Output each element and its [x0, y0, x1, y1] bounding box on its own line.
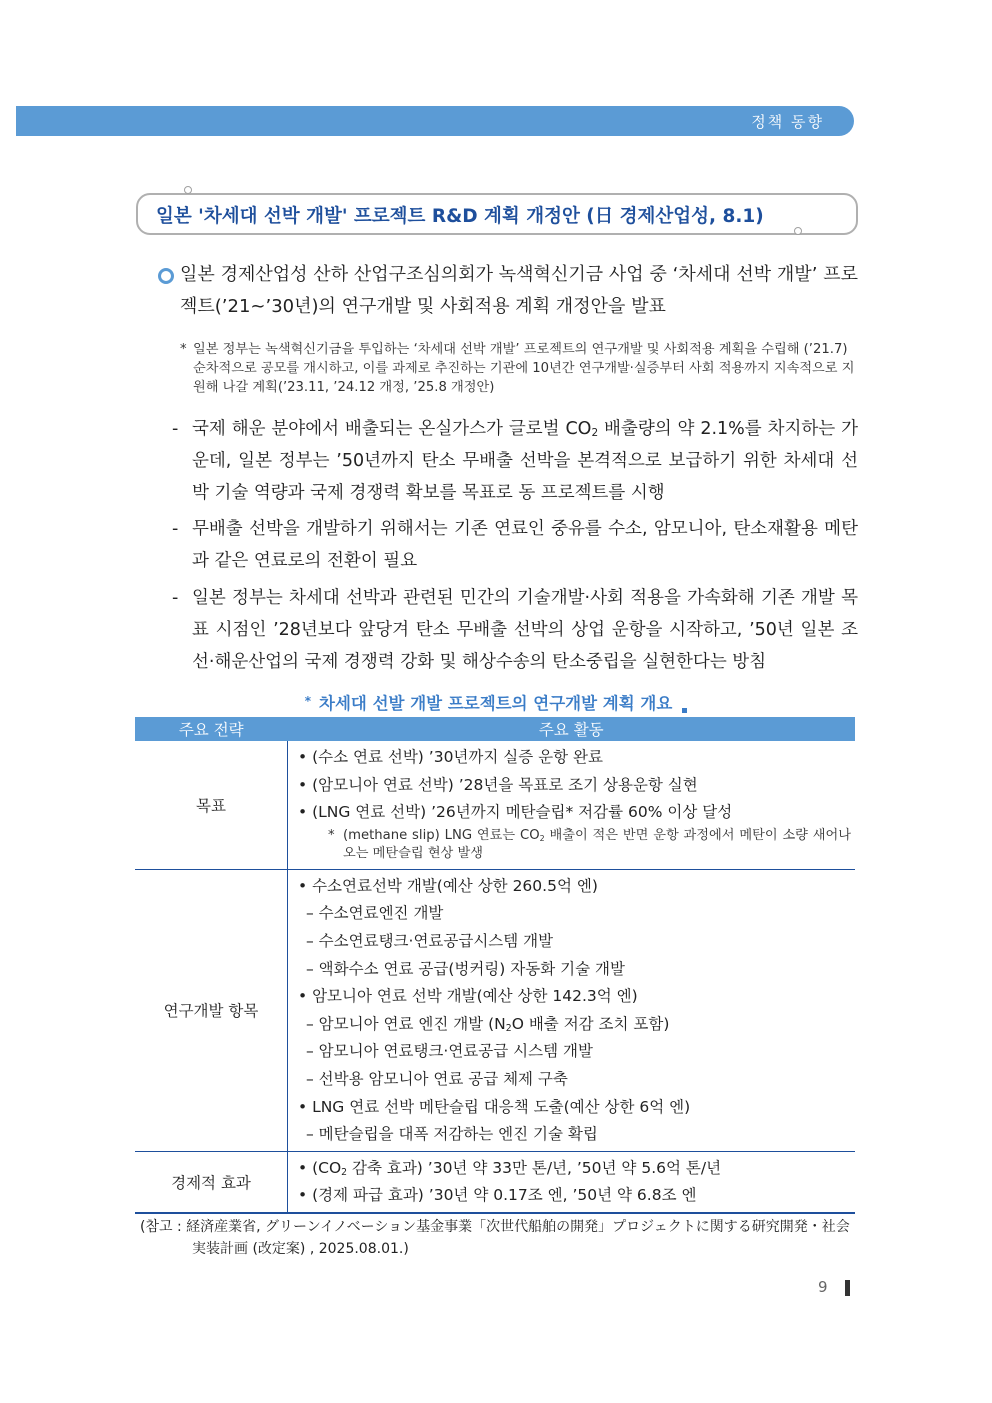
rnd-line: • LNG 연료 선박 메탄슬립 대응책 도출(예산 상한 6억 엔)	[298, 1097, 691, 1116]
source-reference	[140, 1216, 858, 1260]
econ-cell	[288, 1151, 856, 1213]
bullet-text-2: 무배출 선박을 개발하기 위해서는 기존 연료인 중유를 수소, 암모니아, 탄소재활용 메탄과 같은 연료로의 전환이 필요	[192, 519, 858, 571]
dash-marker: -	[172, 519, 179, 539]
note-star: *	[180, 342, 187, 357]
rnd-cell	[288, 869, 856, 1151]
table-row	[135, 741, 855, 869]
row-label-goal: 목표	[135, 741, 288, 869]
table-row	[135, 869, 855, 1151]
table-title	[0, 690, 992, 714]
goal-footnote: * (methane slip) LNG 연료는 $CO_2$ 배출이 적은 반면 운항 과정에서 메탄이 소량 새어나오는 메탄슬립 현상 발생	[328, 827, 851, 861]
title-box	[136, 193, 858, 235]
dash-marker: -	[172, 419, 179, 439]
lead-paragraph: 일본 경제산업성 산하 산업구조심의회가 녹색혁신기금 사업 중 ‘차세대 선박 개발’ 프로젝트(’21~’30년)의 연구개발 및 사회적용 계획 개정안을 발표	[180, 264, 858, 317]
rnd-line: – 암모니아 연료탱크·연료공급 시스템 개발	[306, 1042, 593, 1061]
page-number: 9	[818, 1278, 828, 1296]
section-label: 정책 동향	[751, 113, 824, 131]
rnd-line: – 암모니아 연료 엔진 개발 ($N_2O$ 배출 저감 조치 포함)	[306, 1014, 670, 1034]
goal-line: • (수소 연료 선박) ’30년까지 실증 운항 완료	[298, 748, 603, 766]
rnd-line: – 선박용 암모니아 연료 공급 체제 구축	[306, 1069, 568, 1088]
goal-line: • (LNG 연료 선박) ’26년까지 메탄슬립* 저감률 60% 이상 달성	[298, 803, 733, 822]
goal-cell	[288, 741, 856, 869]
goal-line: • (암모니아 연료 선박) ’28년을 목표로 조기 상용운항 실현	[298, 775, 698, 794]
circle-bullet-icon	[158, 268, 174, 284]
rnd-line: • 수소연료선박 개발(예산 상한 260.5억 엔)	[298, 876, 598, 895]
table-title-text: 차세대 선발 개발 프로젝트의 연구개발 계획 개요	[319, 694, 673, 713]
rnd-line: – 액화수소 연료 공급(벙커링) 자동화 기술 개발	[306, 959, 625, 978]
rnd-line: – 수소연료탱크·연료공급시스템 개발	[306, 931, 554, 950]
rnd-line: – 수소연료엔진 개발	[306, 904, 444, 923]
title-knob-top	[184, 186, 192, 194]
header-bar	[16, 106, 854, 136]
table-row	[135, 1151, 855, 1213]
bullet-item-2	[172, 513, 858, 577]
page-title: 일본 '차세대 선박 개발' 프로젝트 R&D 계획 개정안 (日 경제산업성, 8.1)	[156, 206, 764, 227]
col-header-activities: 주요 활동	[288, 717, 856, 741]
page-bar-mark	[845, 1280, 850, 1296]
source-text: (참고 : 経済産業省, グリーンイノベーション基金事業「次世代船舶の開発」プロジェクトに関する研究開発・社会実装計画 (改定案) , 2025.08.01.)	[140, 1219, 850, 1257]
col-header-strategy: 주요 전략	[135, 717, 288, 741]
bullet-item-3	[172, 582, 858, 678]
bullet-text-3: 일본 정부는 차세대 선박과 관련된 민간의 기술개발·사회 적용을 가속화해 기존 개발 목표 시점인 ’28년보다 앞당겨 탄소 무배출 선박의 상업 운항을 시작하고, ’50년 일본 조선·해운산업의 국제 경쟁력 강화 및 해상수송의 탄소중립을 실현한다는 방침	[192, 588, 858, 672]
note-text: 일본 정부는 녹색혁신기금을 투입하는 ‘차세대 선박 개발’ 프로젝트의 연구개발 및 사회적용 계획을 수립해 (’21.7) 순차적으로 공모를 개시하고, 이를 과제로 추진하는 기관에 10년간 연구개발·실증부터 사회 적용까지 지속적으로 지원해 나갈 계획(’23.11, ’24.12 개정, ’25.8 개정안)	[193, 342, 855, 395]
rnd-line: – 메탄슬립을 대폭 저감하는 엔진 기술 확립	[306, 1125, 598, 1144]
title-knob-bottom	[794, 227, 802, 235]
row-label-rnd: 연구개발 항목	[135, 869, 288, 1151]
bullet-item-1	[172, 413, 858, 509]
table-title-mark: *	[304, 694, 312, 708]
dash-marker: -	[172, 588, 179, 608]
row-label-econ: 경제적 효과	[135, 1151, 288, 1213]
econ-line: • (경제 파급 효과) ’30년 약 0.17조 엔, ’50년 약 6.8조 엔	[298, 1186, 697, 1205]
bullet-text-1: 국제 해운 분야에서 배출되는 온실가스가 글로벌 $CO_2$ 배출량의 약 2.1%를 차지하는 가운데, 일본 정부는 ’50년까지 탄소 무배출 선박을 본격적으로 보급하기 위한 차세대 선박 기술 역량과 국제 경쟁력 확보를 목표로 동 프로젝트를 시행	[192, 419, 858, 503]
lead-note	[180, 340, 858, 397]
rnd-line: • 암모니아 연료 선박 개발(예산 상한 142.3억 엔)	[298, 987, 638, 1006]
table-title-square-icon	[682, 708, 687, 713]
econ-line: • ($CO_2$ 감축 효과) ’30년 약 33만 톤/년, ’50년 약 5.6억 톤/년	[298, 1158, 722, 1178]
plan-table	[135, 717, 855, 1214]
